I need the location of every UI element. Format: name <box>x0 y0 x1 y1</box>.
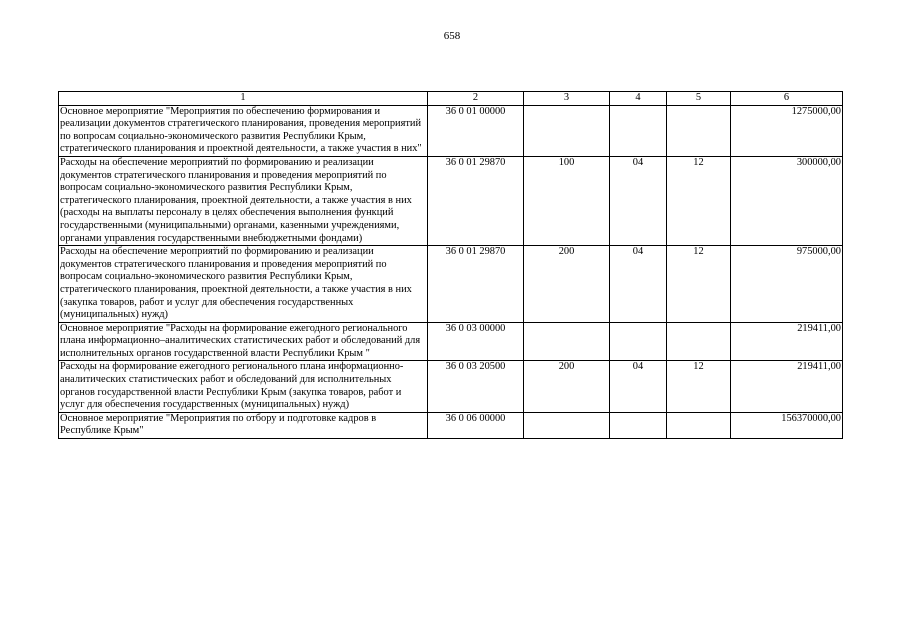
column-header-6: 6 <box>731 92 843 106</box>
row-section: 04 <box>610 361 667 412</box>
budget-table <box>58 91 843 439</box>
column-header-5: 5 <box>667 92 731 106</box>
row-name: Основное мероприятие "Мероприятия по отбору и подготовке кадров в Республике Крым" <box>59 412 428 438</box>
table-row <box>59 156 843 245</box>
row-target-code: 36 0 03 20500 <box>428 361 524 412</box>
row-amount: 975000,00 <box>731 246 843 323</box>
row-subsection: 12 <box>667 246 731 323</box>
row-name: Расходы на обеспечение мероприятий по формированию и реализации документов стратегического планирования и проведения мероприятий по вопросам социально-экономического развития Республики Крым, стратегического планирования, проектной деятельности, а также участия в них (закупка товаров, работ и услуг для обеспечения государственных (муниципальных) нужд) <box>59 246 428 323</box>
column-header-3: 3 <box>524 92 610 106</box>
row-target-code: 36 0 06 00000 <box>428 412 524 438</box>
row-target-code: 36 0 01 29870 <box>428 156 524 245</box>
row-expense-type: 200 <box>524 246 610 323</box>
row-name: Расходы на обеспечение мероприятий по формированию и реализации документов стратегического планирования и проведения мероприятий по вопросам социально-экономического развития Республики Крым, стратегического планирования, проектной деятельности, а также участия в них (расходы на выплаты персоналу в целях обеспечения выполнения функций государственными (муниципальными) органами, казенными учреждениями, органами управления государственными внебюджетными фондами) <box>59 156 428 245</box>
row-expense-type <box>524 412 610 438</box>
row-subsection <box>667 105 731 156</box>
row-section <box>610 412 667 438</box>
row-amount: 300000,00 <box>731 156 843 245</box>
row-subsection: 12 <box>667 156 731 245</box>
page-number: 658 <box>443 30 461 42</box>
table-row <box>59 412 843 438</box>
table-row <box>59 322 843 361</box>
column-header-4: 4 <box>610 92 667 106</box>
row-target-code: 36 0 01 00000 <box>428 105 524 156</box>
row-amount: 219411,00 <box>731 322 843 361</box>
row-expense-type <box>524 105 610 156</box>
row-expense-type: 100 <box>524 156 610 245</box>
table-row <box>59 361 843 412</box>
table-row <box>59 105 843 156</box>
row-subsection <box>667 412 731 438</box>
row-section: 04 <box>610 246 667 323</box>
row-subsection <box>667 322 731 361</box>
row-amount: 219411,00 <box>731 361 843 412</box>
row-expense-type: 200 <box>524 361 610 412</box>
row-section: 04 <box>610 156 667 245</box>
row-subsection: 12 <box>667 361 731 412</box>
column-header-2: 2 <box>428 92 524 106</box>
row-amount: 156370000,00 <box>731 412 843 438</box>
row-amount: 1275000,00 <box>731 105 843 156</box>
row-target-code: 36 0 03 00000 <box>428 322 524 361</box>
row-name: Расходы на формирование ежегодного регионального плана информационно-аналитических статистических работ и обследований для исполнительных органов государственной власти Республики Крым (закупка товаров, работ и услуг для обеспечения государственных (муниципальных) нужд) <box>59 361 428 412</box>
column-header-1: 1 <box>59 92 428 106</box>
row-expense-type <box>524 322 610 361</box>
table-header-row <box>59 92 843 106</box>
row-name: Основное мероприятие "Мероприятия по обеспечению формирования и реализации документов стратегического планирования, проведения мероприятий по вопросам социально-экономического развития Республики Крым, стратегического планирования и проектной деятельности, а также участия в них" <box>59 105 428 156</box>
row-target-code: 36 0 01 29870 <box>428 246 524 323</box>
row-name: Основное мероприятие "Расходы на формирование ежегодного регионального плана информационно–аналитических статистических работ и обследований для исполнительных органов государственной власти Республики Крым " <box>59 322 428 361</box>
table-row <box>59 246 843 323</box>
row-section <box>610 322 667 361</box>
row-section <box>610 105 667 156</box>
